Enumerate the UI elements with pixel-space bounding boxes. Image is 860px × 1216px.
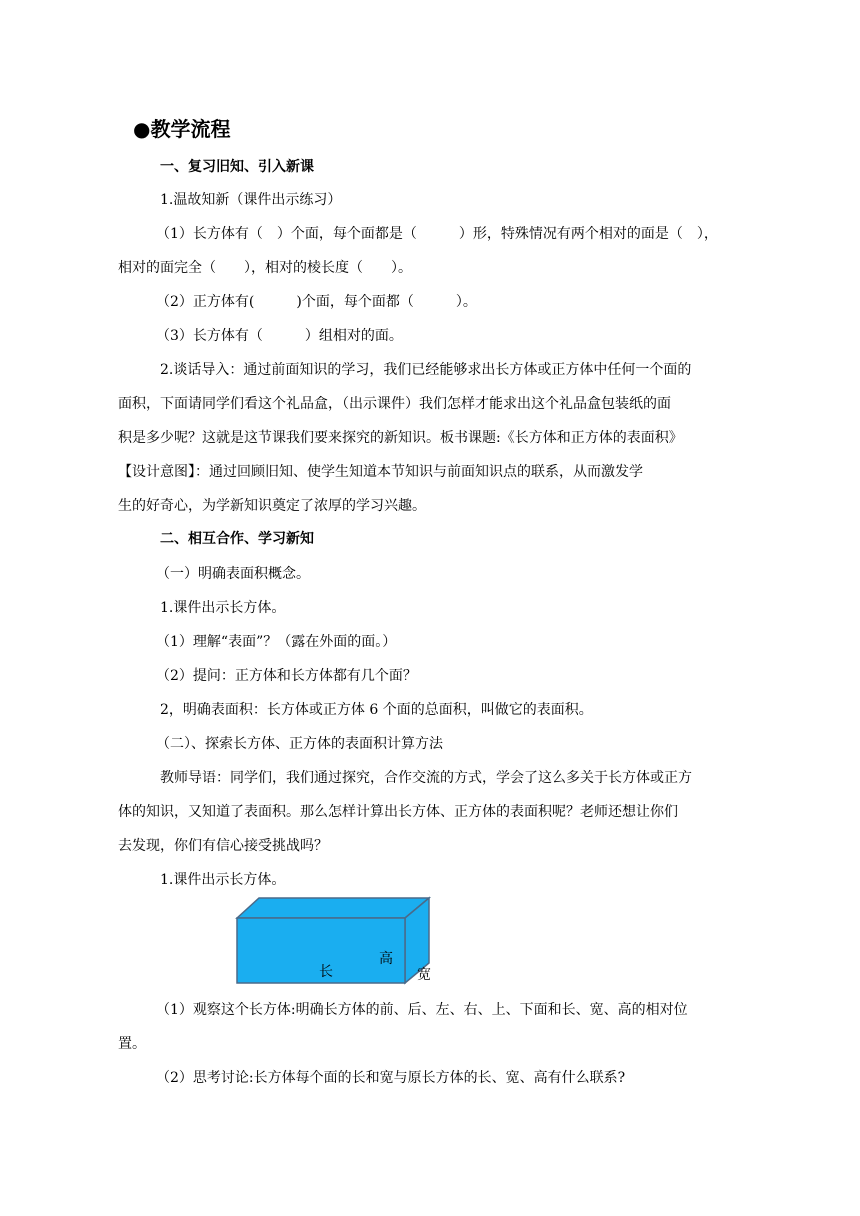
part1-item1: 1.温故知新（课件出示练习） — [160, 192, 342, 208]
part1-q2: （2）正方体有( )个面，每个面都（ ）。 — [156, 294, 477, 310]
part1-q3: （3）长方体有（ ）组相对的面。 — [156, 328, 403, 344]
part2-obs-line1: （1）观察这个长方体:明确长方体的前、后、左、右、上、下面和长、宽、高的相对位 — [156, 1002, 688, 1018]
part2-discuss: （2）思考讨论:长方体每个面的长和宽与原长方体的长、宽、高有什么联系? — [156, 1070, 626, 1086]
part1-design-line1: 【设计意图】：通过回顾旧知、使学生知道本节知识与前面知识点的联系，从而激发学 — [118, 464, 643, 480]
label-width: 宽 — [417, 967, 431, 983]
part2-sub1-q2: （2）提问：正方体和长方体都有几个面？ — [156, 668, 417, 684]
part2-sub2: （二）、探索长方体、正方体的表面积计算方法 — [156, 736, 443, 752]
cuboid-diagram — [233, 892, 443, 987]
part2-sub1: （一）明确表面积概念。 — [156, 566, 310, 582]
label-height: 高 — [379, 951, 393, 967]
part1-item2-line2: 面积，下面请同学们看这个礼品盒，（出示课件）我们怎样才能求出这个礼品盒包装纸的面 — [118, 396, 671, 412]
part2-guide-line1: 教师导语：同学们，我们通过探究，合作交流的方式，学会了这么多关于长方体或正方 — [160, 770, 692, 786]
part2-obs-line2: 置。 — [118, 1036, 146, 1052]
part2-guide-line2: 体的知识，又知道了表面积。那么怎样计算出长方体、正方体的表面积呢？老师还想让你们 — [118, 804, 678, 820]
part2-heading: 二、相互合作、学习新知 — [160, 531, 314, 547]
part2-sub1-item1: 1.课件出示长方体。 — [160, 600, 286, 616]
cuboid-top-face — [237, 898, 429, 918]
cuboid-figure — [233, 892, 443, 987]
part1-item2-line3: 积是多少呢？这就是这节课我们要来探究的新知识。板书课题:《长方体和正方体的表面积》 — [118, 430, 683, 446]
section-title: ●教学流程 — [133, 117, 231, 141]
part1-item2-line1: 2.谈话导入：通过前面知识的学习，我们已经能够求出长方体或正方体中任何一个面的 — [160, 362, 692, 378]
part1-q1-line2: 相对的面完全（ ），相对的棱长度（ ）。 — [118, 260, 412, 276]
label-length: 长 — [319, 964, 333, 980]
part2-sub1-item2: 2，明确表面积：长方体或正方体 6 个面的总面积，叫做它的表面积。 — [160, 702, 593, 718]
part1-design-line2: 生的好奇心，为学新知识奠定了浓厚的学习兴趣。 — [118, 498, 426, 514]
part2-sub2-item1: 1.课件出示长方体。 — [160, 872, 286, 888]
part2-sub1-q1: （1）理解“表面”？（露在外面的面。） — [156, 634, 397, 650]
part1-heading: 一、复习旧知、引入新课 — [160, 159, 314, 175]
part1-q1-line1: （1）长方体有（ ）个面，每个面都是（ ）形，特殊情况有两个相对的面是（ ）， — [156, 226, 718, 242]
part2-guide-line3: 去发现，你们有信心接受挑战吗？ — [118, 838, 328, 854]
